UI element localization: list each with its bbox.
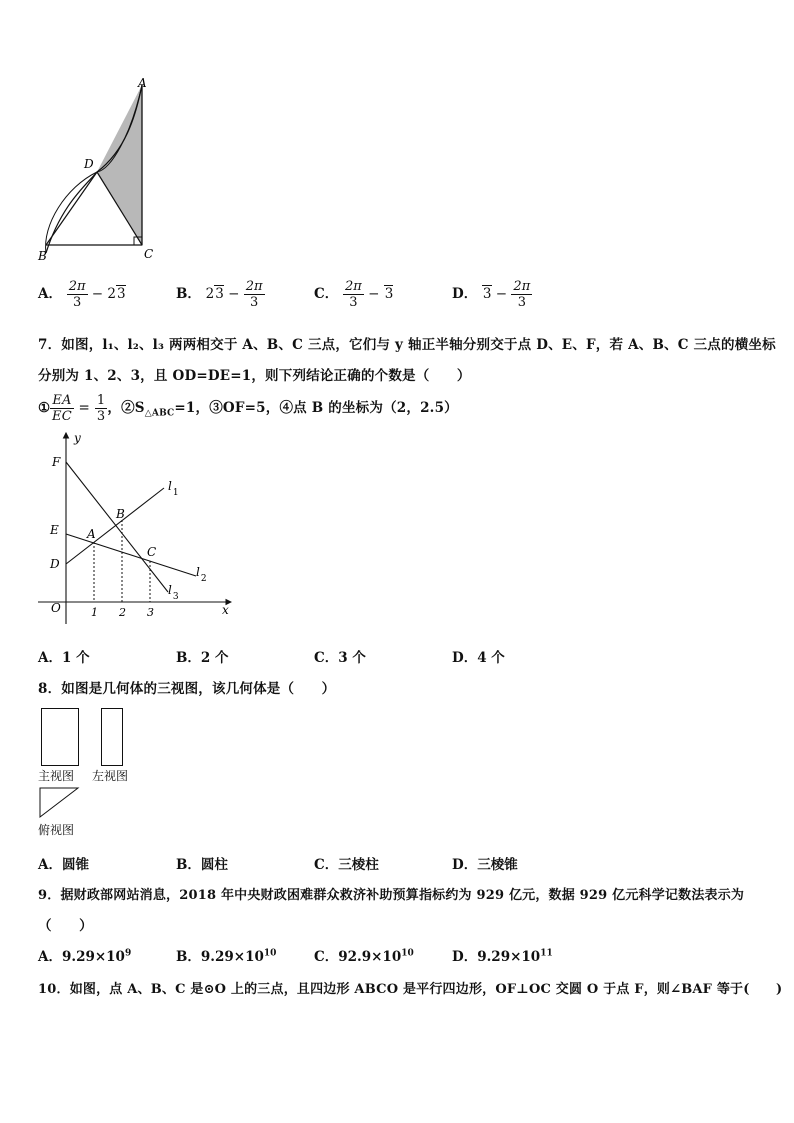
q7-option-d[interactable]: D．4 个 (452, 650, 505, 666)
q7-s1-marker: ① (38, 400, 51, 416)
line-l2 (66, 534, 196, 576)
side-view-rect (101, 708, 123, 766)
q8-option-c[interactable]: C．三棱柱 (314, 857, 379, 873)
q7-option-b[interactable]: B．2 个 (176, 650, 229, 666)
q9-paren: （ ） (38, 918, 93, 934)
q6-option-b[interactable] (176, 279, 265, 310)
q7-stem-line1: 7．如图，l₁、l₂、l₃ 两两相交于 A、B、C 三点，它们与 y 轴正半轴分别交于点 D、E、F，若 A、B、C 三点的横坐标 (38, 337, 776, 353)
q7-option-a[interactable]: A．1 个 (38, 650, 90, 666)
q7-fraction-ea-ec: $\frac{EA}{EC}$ (52, 393, 72, 424)
q6-option-c-math: $\frac{2\pi}{3}$ − 3 (344, 279, 394, 310)
q6-option-c[interactable] (314, 279, 393, 310)
label-c: C (144, 247, 154, 261)
front-view-label: 主视图 (38, 769, 75, 783)
line-bd (46, 172, 97, 245)
q9-option-c[interactable] (314, 945, 414, 965)
q9-option-a-exp: 9 (124, 948, 132, 959)
q6-option-d-math: 3 − $\frac{2\pi}{3}$ (482, 279, 531, 310)
q6-option-d-letter: D． (452, 286, 478, 302)
label-e: E (50, 523, 59, 537)
q9-option-b[interactable] (176, 945, 276, 965)
q9-option-d-exp: 11 (540, 948, 553, 959)
q7-option-c[interactable]: C．3 个 (314, 650, 366, 666)
axis-label-y: y (74, 431, 81, 445)
q9-option-c-base: C．92.9×10 (314, 949, 402, 965)
top-view-triangle (38, 786, 82, 820)
label-l1: $l_1$ (168, 479, 179, 498)
q7-s2: ，②S (107, 400, 145, 416)
q8-option-d[interactable]: D．三棱锥 (452, 857, 518, 873)
axis-label-x: x (222, 603, 229, 617)
q6-option-b-math: 23 − $\frac{2\pi}{3}$ (205, 279, 263, 310)
q6-option-a-math: $\frac{2\pi}{3}$ − 23 (68, 279, 126, 310)
q7-statements: ① $\frac{EA}{EC}$ = $\frac{1}{3}$ ，$②S_{\triangle ABC}=1$，③OF=5，④点 B 的坐标为（2，2.5） (38, 393, 458, 424)
front-view-rect (41, 708, 79, 766)
label-l3: $l_3$ (168, 583, 179, 602)
q10-stem: 10．如图，点 A、B、C 是⊙O 上的三点，且四边形 ABCO 是平行四边形，OF⊥OC 交圆 O 于点 F，则∠BAF 等于( ) (38, 982, 783, 997)
q6-option-c-letter: C． (314, 286, 339, 302)
tick-1: 1 (91, 606, 98, 619)
label-l2: $l_2$ (196, 565, 207, 584)
q9-option-c-exp: 10 (401, 948, 414, 959)
q7-s2-sub: △ABC (144, 408, 175, 419)
q9-option-b-exp: 10 (263, 948, 277, 959)
q7-s2-tail: =1，③OF=5，④点 B 的坐标为（2，2.5） (174, 400, 458, 416)
tick-3: 3 (147, 606, 154, 619)
label-d: D (84, 157, 94, 171)
q7-stem-line2: 分别为 1、2、3，且 OD=DE=1，则下列结论正确的个数是（ ） (38, 368, 471, 384)
label-b: B (116, 507, 125, 521)
q9-stem: 9．据财政部网站消息，2018 年中央财政困难群众救济补助预算指标约为 929 亿元，数据 929 亿元科学记数法表示为 (38, 888, 745, 903)
q6-option-a-letter: A． (38, 286, 62, 302)
q6-figure (36, 75, 166, 270)
q9-option-a-base: A．9.29×10 (38, 949, 125, 965)
q7-fraction-one-third: $\frac{1}{3}$ (96, 393, 106, 424)
q9-option-a[interactable] (38, 945, 131, 965)
label-d: D (50, 557, 60, 571)
label-origin: O (51, 601, 61, 615)
label-c: C (147, 545, 157, 559)
q9-option-d-base: D．9.29×10 (452, 949, 541, 965)
q8-option-b[interactable]: B．圆柱 (176, 857, 228, 873)
q6-option-a[interactable] (38, 279, 126, 310)
q8-stem: 8．如图是几何体的三视图，该几何体是（ ） (38, 681, 336, 697)
label-b: B (38, 249, 47, 263)
q7-graph (36, 428, 236, 628)
q9-option-b-base: B．9.29×10 (176, 949, 264, 965)
q8-option-a[interactable]: A．圆锥 (38, 857, 89, 873)
label-a: A (87, 527, 96, 541)
label-a: A (138, 76, 147, 90)
line-l3 (66, 462, 168, 592)
q6-option-b-letter: B． (176, 286, 201, 302)
side-view-label: 左视图 (92, 769, 129, 783)
arc-left (46, 172, 97, 253)
q6-option-d[interactable] (452, 279, 532, 310)
label-f: F (52, 455, 61, 469)
q9-option-d[interactable] (452, 945, 553, 965)
top-view-label: 俯视图 (38, 823, 75, 837)
tick-2: 2 (119, 606, 126, 619)
